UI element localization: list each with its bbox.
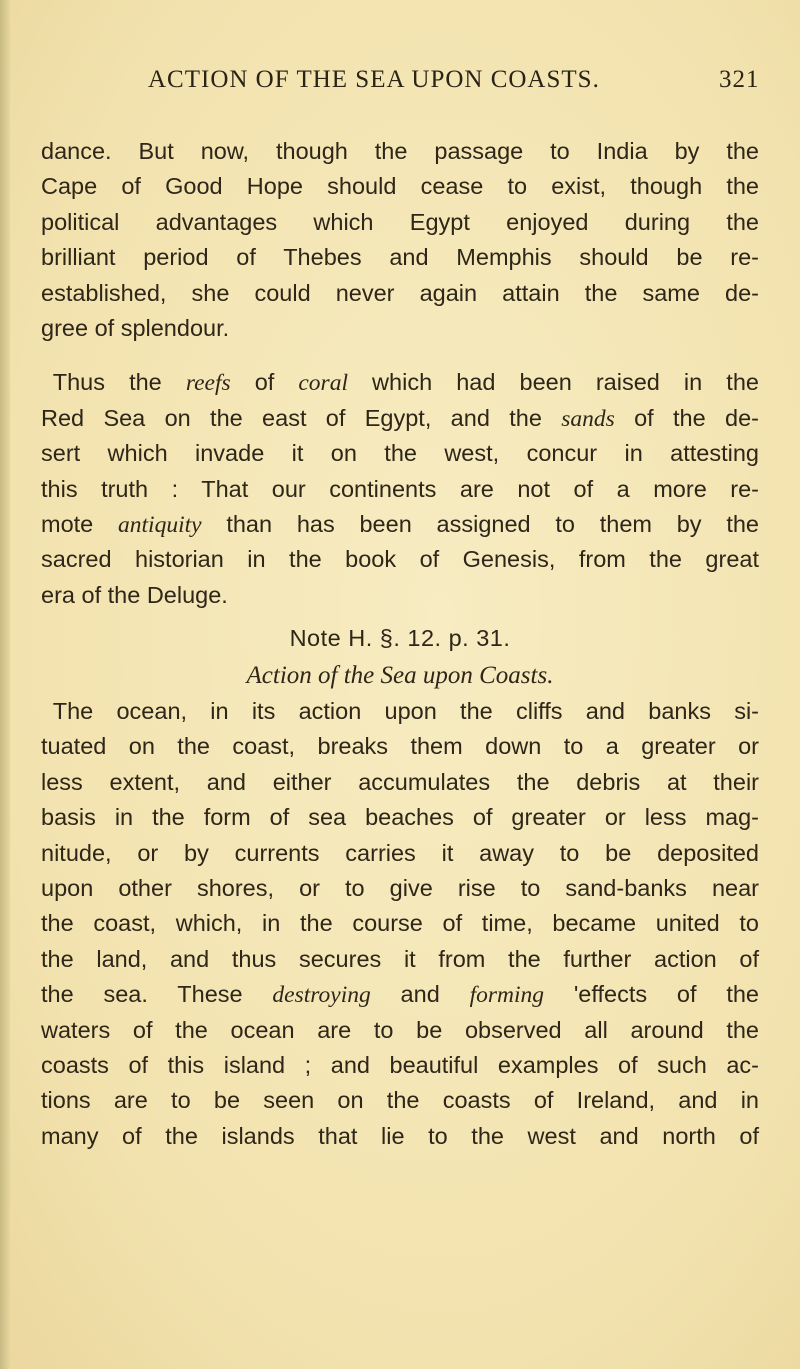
text-line: era of the Deluge.: [41, 581, 228, 608]
italic-term: antiquity: [118, 511, 202, 538]
text-line: basis in the form of sea beaches of greater or less mag-: [41, 804, 759, 831]
text-line: many of the islands that lie to the west and north of: [41, 1122, 759, 1149]
text-line: mote antiquity than has been assigned to them by the: [41, 510, 759, 538]
running-title: ACTION OF THE SEA UPON COASTS.: [148, 66, 600, 93]
text-line: brilliant period of Thebes and Memphis should be re-: [41, 244, 759, 271]
italic-term: reefs: [185, 370, 231, 397]
text-line: less extent, and either accumulates the debris at their: [41, 768, 759, 795]
paragraph-3: [41, 694, 759, 1154]
paragraph-2: [41, 365, 759, 613]
text-line: The ocean, in its action upon the cliffs and banks si-: [52, 698, 759, 725]
text-line: nitude, or by currents carries it away to be deposited: [41, 839, 759, 866]
note-heading: Note H. §. 12. p. 31.: [289, 625, 511, 652]
text-line: tuated on the coast, breaks them down to a greater or: [41, 733, 759, 760]
text-line: Thus the reefs of coral which had been raised in the: [52, 369, 759, 397]
page-number: 321: [719, 66, 760, 93]
text-line: sert which invade it on the west, concur in attesting: [41, 440, 759, 467]
page-body: [41, 134, 759, 1154]
text-line: upon other shores, or to give rise to sand-banks near: [41, 875, 759, 902]
text-line: sacred historian in the book of Genesis, from the great: [41, 546, 759, 573]
text-line: the coast, which, in the course of time, became united to: [41, 910, 759, 937]
paragraph-1: [41, 134, 759, 346]
text-line: established, she could never again attain the same de-: [41, 279, 759, 306]
text-line: gree of splendour.: [41, 314, 230, 341]
italic-term: destroying: [272, 982, 371, 1009]
note-subtitle: Action of the Sea upon Coasts.: [246, 662, 554, 690]
italic-term: coral: [298, 370, 348, 397]
text-line: dance. But now, though the passage to India by the: [41, 138, 759, 164]
text-line: Cape of Good Hope should cease to exist, though the: [41, 173, 759, 200]
text-line: political advantages which Egypt enjoyed during the: [41, 208, 759, 235]
text-line: Red Sea on the east of Egypt, and the sands of the de-: [41, 404, 759, 432]
italic-term: forming: [469, 982, 545, 1009]
italic-term: sands: [561, 405, 615, 432]
text-line: waters of the ocean are to be observed all around the: [41, 1016, 759, 1043]
text-line: the land, and thus secures it from the further action of: [41, 945, 759, 972]
text-line: coasts of this island ; and beautiful examples of such ac-: [41, 1051, 759, 1078]
page-gutter-shadow: [0, 0, 10, 1369]
text-line: the sea. These destroying and forming 'effects of the: [41, 981, 759, 1009]
text-line: tions are to be seen on the coasts of Ireland, and in: [41, 1087, 759, 1114]
text-line: this truth : That our continents are not of a more re-: [41, 475, 759, 502]
